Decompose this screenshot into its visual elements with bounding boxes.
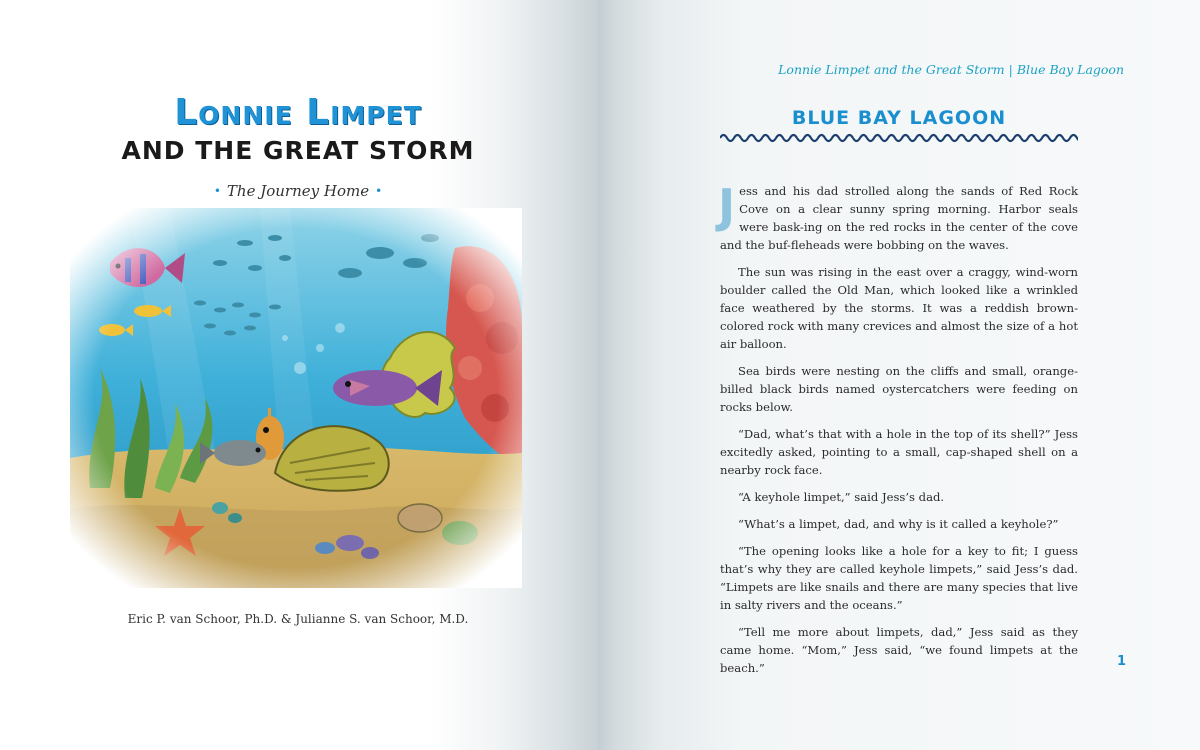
book-subtitle: [0, 182, 596, 200]
running-head: [778, 62, 1124, 77]
book-title-line2: AND THE GREAT STORM: [121, 136, 475, 165]
running-head-book: Lonnie Limpet and the Great Storm: [778, 62, 1005, 77]
paragraph-6: “What’s a limpet, dad, and why is it called a keyhole?”: [738, 517, 1059, 531]
left-page: [0, 0, 598, 750]
chapter-title: BLUE BAY LAGOON: [791, 107, 1007, 129]
paragraph-5: “A keyhole limpet,” said Jess’s dad.: [738, 490, 945, 504]
book-title: Lonnie Limpet: [174, 92, 422, 133]
bullet-left-icon: •: [213, 184, 221, 198]
chapter-body: [718, 179, 1078, 686]
subtitle-text: The Journey Home: [226, 182, 370, 200]
right-page: [598, 0, 1200, 750]
underwater-illustration: [70, 208, 522, 588]
paragraph-3: Sea birds were nesting on the cliffs and small, orange-billed black birds named oystercatchers were feeding on rocks below.: [720, 364, 1078, 414]
authors: Eric P. van Schoor, Ph.D. & Julianne S. van Schoor, M.D.: [127, 612, 469, 626]
paragraph-8: “Tell me more about limpets, dad,” Jess said as they came home. “Mom,” Jess said, “we found limpets at the beach.”: [720, 625, 1078, 675]
running-head-chapter: Blue Bay Lagoon: [1016, 62, 1124, 77]
drop-cap: J: [718, 179, 736, 233]
wave-divider-icon: [720, 131, 1078, 145]
bullet-right-icon: •: [375, 184, 383, 198]
paragraph-1-text: ess and his dad strolled along the sands of Red Rock Cove on a clear sunny spring morning. Harbor seals were bask-ing on the red rocks in the center of the cove and the buf-fleheads were bobbing on the waves.: [720, 184, 1078, 252]
paragraph-1: [718, 179, 1078, 254]
running-head-separator: |: [1008, 62, 1013, 77]
paragraph-4: “Dad, what’s that with a hole in the top of its shell?” Jess excitedly asked, pointing to a small, cap-shaped shell on a nearby rock face.: [720, 427, 1078, 477]
paragraph-7: “The opening looks like a hole for a key to fit; I guess that’s why they are called keyhole limpets,” said Jess’s dad. “Limpets are like snails and there are many species that live in salty rivers and the oceans.”: [720, 544, 1078, 612]
page-number: 1: [1116, 654, 1126, 669]
paragraph-2: The sun was rising in the east over a craggy, wind-worn boulder called the Old Man, which looked like a wrinkled face weathered by the storms. It was a reddish brown-colored rock with many crevices and almost the size of a hot air balloon.: [720, 265, 1078, 351]
